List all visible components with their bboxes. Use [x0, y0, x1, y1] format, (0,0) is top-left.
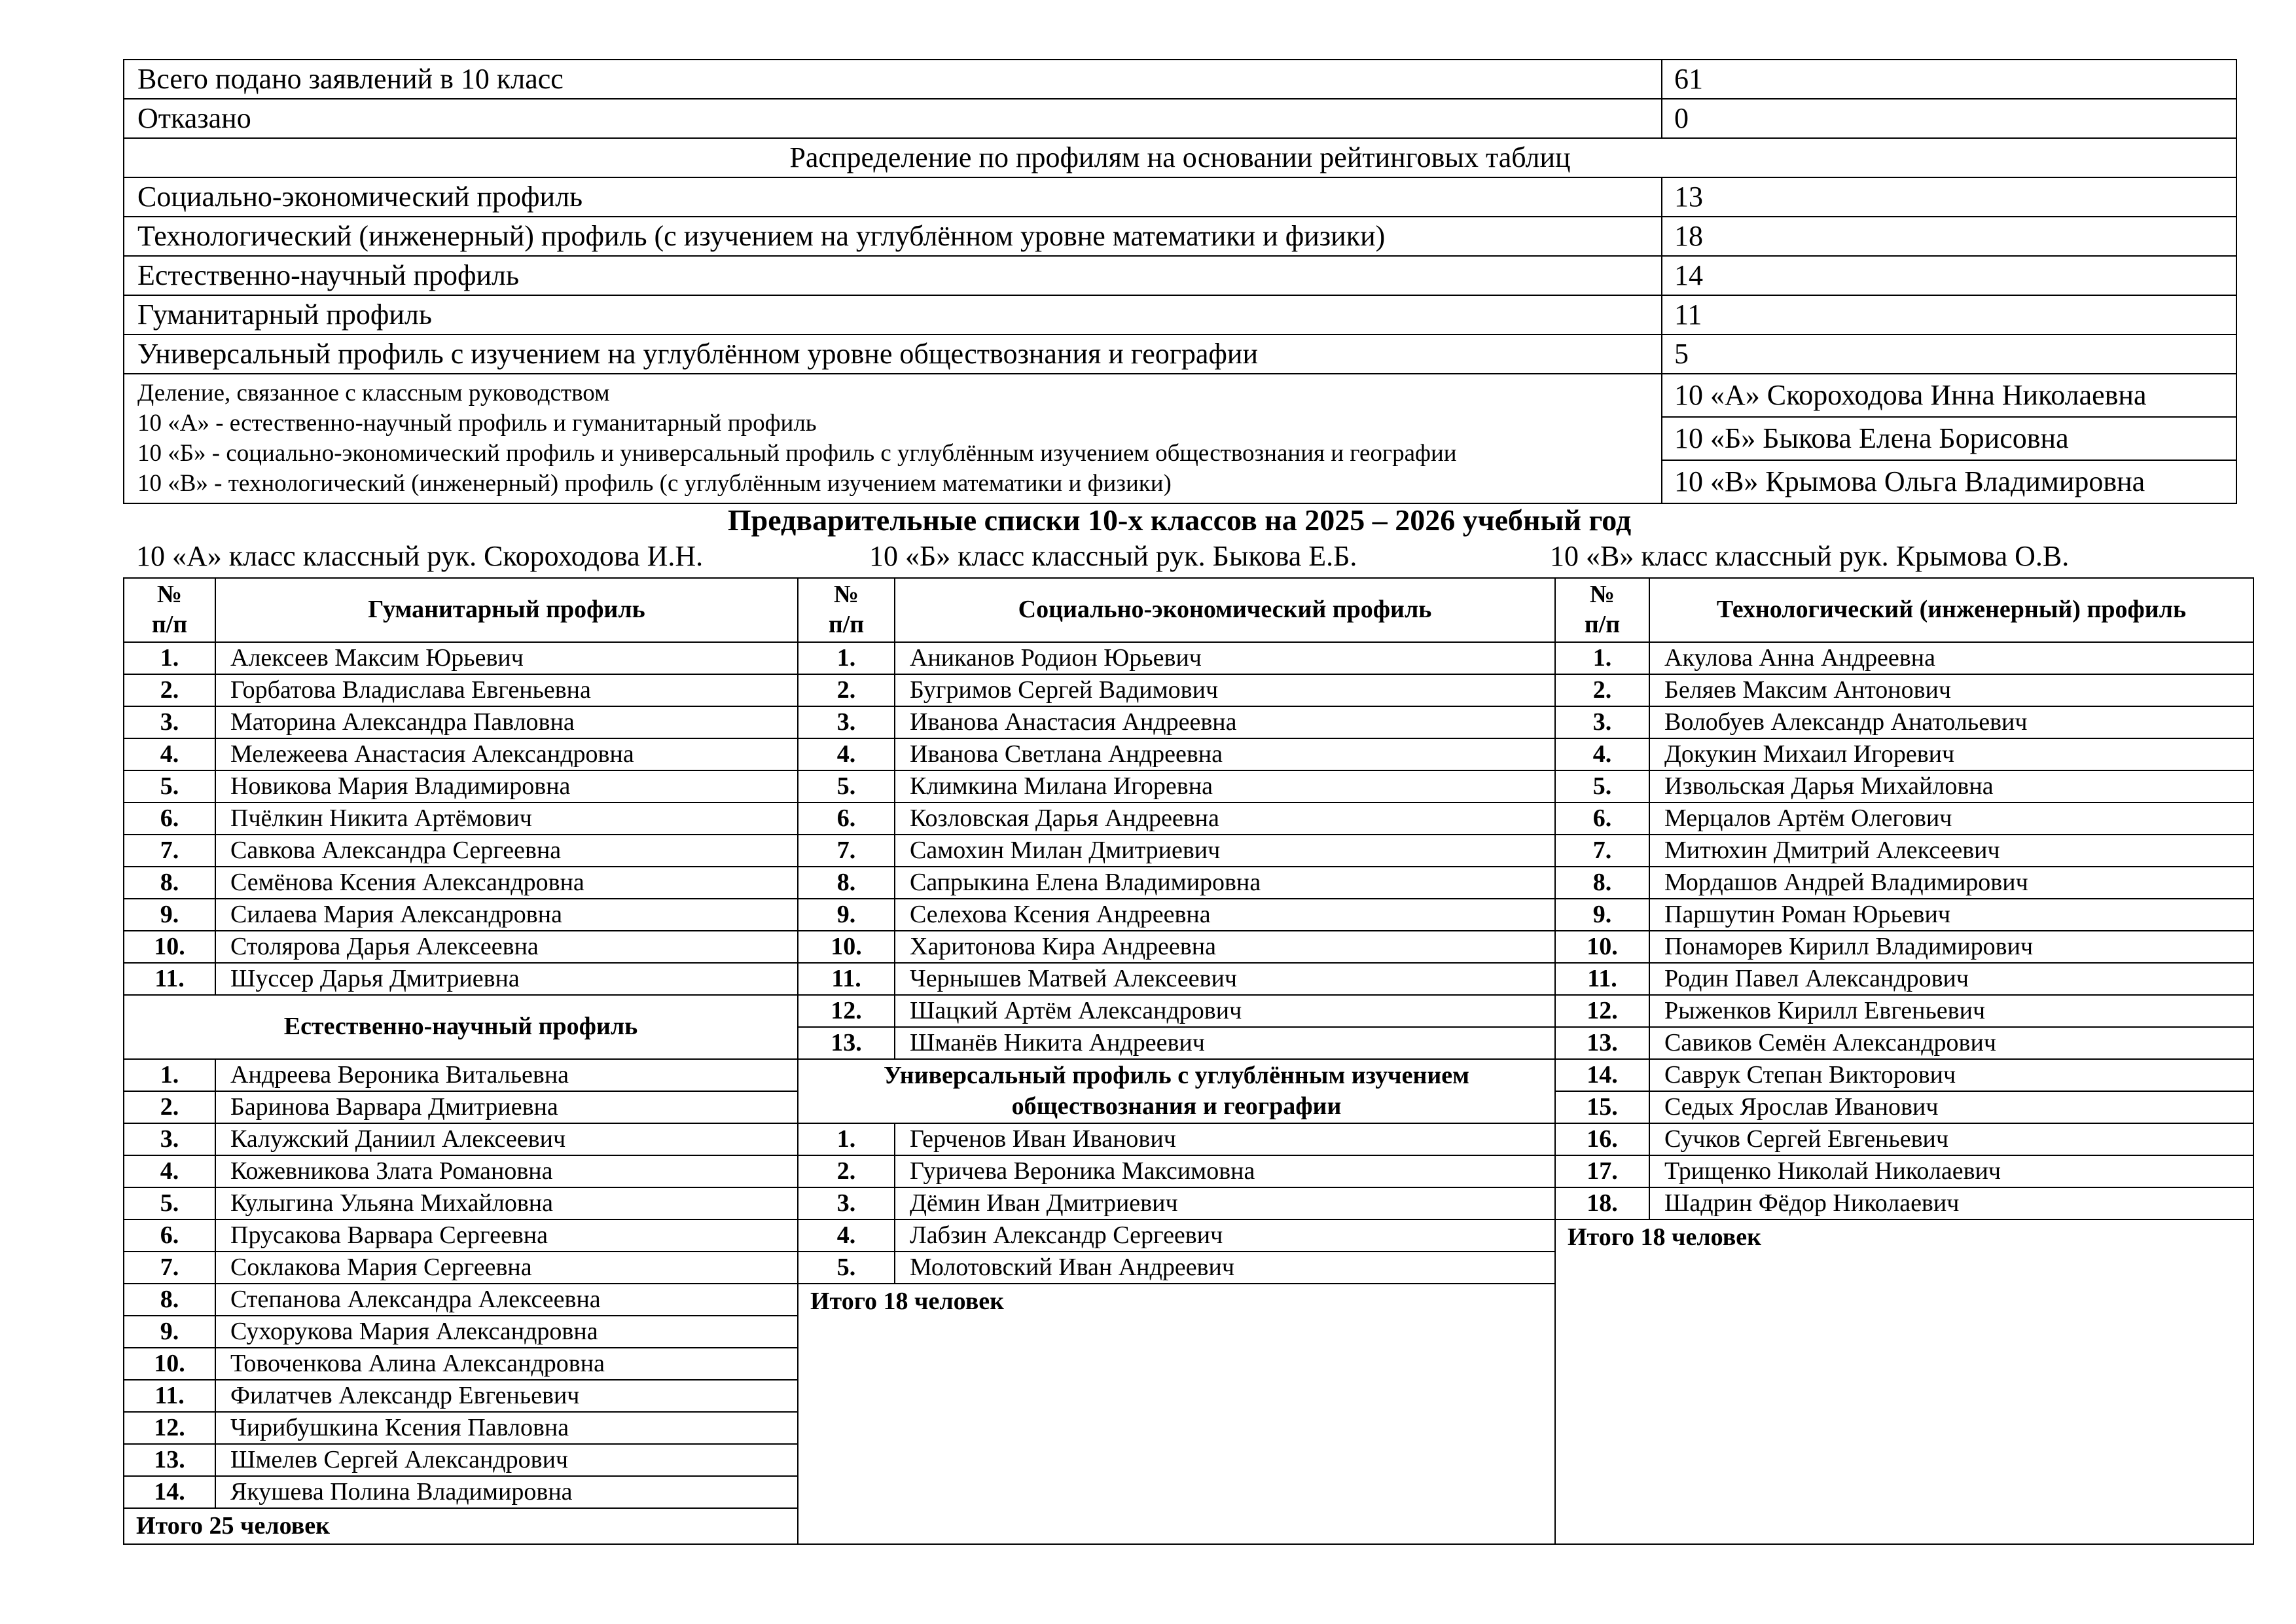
profile-label: Социально-экономический профиль: [124, 177, 1662, 217]
humanitarian-row-number: 10.: [124, 931, 215, 963]
natural-science-row-number: 14.: [124, 1476, 215, 1508]
table-row: [124, 963, 2253, 995]
socio-economic-student-name: Сапрыкина Елена Владимировна: [895, 867, 1555, 899]
technological-row-number: 6.: [1555, 803, 1649, 835]
natural-science-student-name: Якушева Полина Владимировна: [215, 1476, 798, 1508]
technological-student-name: Родин Павел Александрович: [1649, 963, 2253, 995]
table-row: [124, 1187, 2253, 1219]
natural-science-student-name: Соклакова Мария Сергеевна: [215, 1252, 798, 1284]
humanitarian-student-name: Савкова Александра Сергеевна: [215, 835, 798, 867]
table-row: [124, 706, 2253, 738]
humanitarian-row-number: 9.: [124, 899, 215, 931]
technological-row-number: 10.: [1555, 931, 1649, 963]
socio-economic-student-name: Бугримов Сергей Вадимович: [895, 674, 1555, 706]
class-teacher-b: 10 «Б» Быкова Елена Борисовна: [1662, 417, 2236, 460]
technological-profile-header: Технологический (инженерный) профиль: [1649, 578, 2253, 642]
number-column-header: № п/п: [798, 578, 895, 642]
class-lists-table: [123, 577, 2254, 1545]
humanitarian-student-name: Новикова Мария Владимировна: [215, 770, 798, 803]
technological-student-name: Сучков Сергей Евгеньевич: [1649, 1123, 2253, 1155]
technological-row-number: 13.: [1555, 1027, 1649, 1059]
humanitarian-row-number: 4.: [124, 738, 215, 770]
natural-science-student-name: Сухорукова Мария Александровна: [215, 1316, 798, 1348]
natural-science-student-name: Филатчев Александр Евгеньевич: [215, 1380, 798, 1412]
socio-economic-student-name: Шманёв Никита Андреевич: [895, 1027, 1555, 1059]
socio-economic-student-name: Козловская Дарья Андреевна: [895, 803, 1555, 835]
humanitarian-row-number: 1.: [124, 642, 215, 674]
class-a-total: Итого 25 человек: [124, 1508, 798, 1544]
universal-profile-header: [798, 1059, 1555, 1123]
technological-student-name: Митюхин Дмитрий Алексеевич: [1649, 835, 2253, 867]
division-line: 10 «А» - естественно-научный профиль и гуманитарный профиль: [137, 409, 817, 437]
table-row: [124, 867, 2253, 899]
summary-row-profile: [124, 295, 2236, 334]
humanitarian-student-name: Горбатова Владислава Евгеньевна: [215, 674, 798, 706]
humanitarian-row-number: 8.: [124, 867, 215, 899]
natural-science-row-number: 7.: [124, 1252, 215, 1284]
table-row: [124, 995, 2253, 1027]
division-line: 10 «Б» - социально-экономический профиль и универсальный профиль с углублённым изучением обществознания и географии: [137, 439, 1457, 467]
distribution-heading: Распределение по профилям на основании рейтинговых таблиц: [124, 138, 2236, 177]
technological-student-name: Шадрин Фёдор Николаевич: [1649, 1187, 2253, 1219]
humanitarian-row-number: 6.: [124, 803, 215, 835]
natural-science-row-number: 3.: [124, 1123, 215, 1155]
socio-economic-student-name: Селехова Ксения Андреевна: [895, 899, 1555, 931]
universal-student-name: Дёмин Иван Дмитриевич: [895, 1187, 1555, 1219]
natural-science-row-number: 13.: [124, 1444, 215, 1476]
socio-economic-student-name: Харитонова Кира Андреевна: [895, 931, 1555, 963]
technological-row-number: 11.: [1555, 963, 1649, 995]
profile-label: Естественно-научный профиль: [124, 256, 1662, 295]
socio-economic-row-number: 11.: [798, 963, 895, 995]
profile-label: Гуманитарный профиль: [124, 295, 1662, 334]
technological-row-number: 12.: [1555, 995, 1649, 1027]
technological-student-name: Беляев Максим Антонович: [1649, 674, 2253, 706]
humanitarian-row-number: 11.: [124, 963, 215, 995]
class-b-total: Итого 18 человек: [798, 1284, 1555, 1544]
natural-science-row-number: 8.: [124, 1284, 215, 1316]
natural-science-student-name: Кожевникова Злата Романовна: [215, 1155, 798, 1187]
technological-student-name: Понаморев Кирилл Владимирович: [1649, 931, 2253, 963]
natural-science-student-name: Прусакова Варвара Сергеевна: [215, 1219, 798, 1252]
technological-student-name: Акулова Анна Андреевна: [1649, 642, 2253, 674]
table-row: [124, 1123, 2253, 1155]
table-row: [124, 803, 2253, 835]
universal-student-name: Молотовский Иван Андреевич: [895, 1252, 1555, 1284]
table-row: [124, 642, 2253, 674]
universal-student-name: Герченов Иван Иванович: [895, 1123, 1555, 1155]
profile-count: 5: [1662, 334, 2236, 374]
lists-header-row: [124, 578, 2253, 642]
universal-student-name: Гуричева Вероника Максимовна: [895, 1155, 1555, 1187]
division-row: [124, 374, 2236, 417]
natural-science-row-number: 5.: [124, 1187, 215, 1219]
natural-science-student-name: Товоченкова Алина Александровна: [215, 1348, 798, 1380]
natural-science-row-number: 12.: [124, 1412, 215, 1444]
summary-row-profile: [124, 217, 2236, 256]
socio-economic-row-number: 1.: [798, 642, 895, 674]
table-row: [124, 1219, 2253, 1252]
class-teacher-line-b: 10 «Б» класс классный рук. Быкова Е.Б.: [869, 540, 1357, 572]
profile-label: Универсальный профиль с изучением на углублённом уровне обществознания и географии: [124, 334, 1662, 374]
universal-row-number: 5.: [798, 1252, 895, 1284]
technological-student-name: Трищенко Николай Николаевич: [1649, 1155, 2253, 1187]
table-row: [124, 1059, 2253, 1091]
applications-value: 61: [1662, 60, 2236, 99]
socio-economic-student-name: Иванова Светлана Андреевна: [895, 738, 1555, 770]
summary-row-applications: [124, 60, 2236, 99]
profile-count: 18: [1662, 217, 2236, 256]
table-row: [124, 770, 2253, 803]
division-line: Деление, связанное с классным руководством: [137, 380, 610, 406]
class-c-total: Итого 18 человек: [1555, 1219, 2253, 1544]
socio-economic-student-name: Чернышев Матвей Алексеевич: [895, 963, 1555, 995]
socio-economic-student-name: Самохин Милан Дмитриевич: [895, 835, 1555, 867]
class-teacher-line-c: 10 «В» класс классный рук. Крымова О.В.: [1550, 540, 2070, 572]
technological-row-number: 15.: [1555, 1091, 1649, 1123]
natural-science-student-name: Баринова Варвара Дмитриевна: [215, 1091, 798, 1123]
humanitarian-student-name: Шуссер Дарья Дмитриевна: [215, 963, 798, 995]
socio-economic-row-number: 13.: [798, 1027, 895, 1059]
technological-student-name: Паршутин Роман Юрьевич: [1649, 899, 2253, 931]
technological-student-name: Извольская Дарья Михайловна: [1649, 770, 2253, 803]
socio-economic-row-number: 10.: [798, 931, 895, 963]
table-row: [124, 835, 2253, 867]
technological-row-number: 3.: [1555, 706, 1649, 738]
natural-science-student-name: Калужский Даниил Алексеевич: [215, 1123, 798, 1155]
profile-count: 14: [1662, 256, 2236, 295]
socio-economic-row-number: 12.: [798, 995, 895, 1027]
technological-row-number: 9.: [1555, 899, 1649, 931]
profile-count: 13: [1662, 177, 2236, 217]
socio-economic-student-name: Шацкий Артём Александрович: [895, 995, 1555, 1027]
table-row: [124, 674, 2253, 706]
humanitarian-student-name: Маторина Александра Павловна: [215, 706, 798, 738]
socio-economic-student-name: Аниканов Родион Юрьевич: [895, 642, 1555, 674]
technological-row-number: 8.: [1555, 867, 1649, 899]
humanitarian-student-name: Силаева Мария Александровна: [215, 899, 798, 931]
natural-science-student-name: Андреева Вероника Витальевна: [215, 1059, 798, 1091]
technological-student-name: Савиков Семён Александрович: [1649, 1027, 2253, 1059]
humanitarian-row-number: 7.: [124, 835, 215, 867]
humanitarian-student-name: Столярова Дарья Алексеевна: [215, 931, 798, 963]
socio-economic-student-name: Иванова Анастасия Андреевна: [895, 706, 1555, 738]
socio-economic-student-name: Климкина Милана Игоревна: [895, 770, 1555, 803]
technological-student-name: Седых Ярослав Иванович: [1649, 1091, 2253, 1123]
natural-science-student-name: Чирибушкина Ксения Павловна: [215, 1412, 798, 1444]
socio-economic-profile-header: Социально-экономический профиль: [895, 578, 1555, 642]
technological-student-name: Докукин Михаил Игоревич: [1649, 738, 2253, 770]
technological-student-name: Рыженков Кирилл Евгеньевич: [1649, 995, 2253, 1027]
socio-economic-row-number: 2.: [798, 674, 895, 706]
table-row: [124, 1155, 2253, 1187]
applications-label: Всего подано заявлений в 10 класс: [124, 60, 1662, 99]
class-teacher-a: 10 «А» Скороходова Инна Николаевна: [1662, 374, 2236, 417]
summary-row-rejected: [124, 99, 2236, 138]
humanitarian-row-number: 2.: [124, 674, 215, 706]
universal-student-name: Лабзин Александр Сергеевич: [895, 1219, 1555, 1252]
universal-row-number: 3.: [798, 1187, 895, 1219]
humanitarian-row-number: 5.: [124, 770, 215, 803]
technological-row-number: 4.: [1555, 738, 1649, 770]
table-row: [124, 931, 2253, 963]
lists-title: Предварительные списки 10-х классов на 2025 – 2026 учебный год: [727, 503, 1632, 537]
table-row: [124, 899, 2253, 931]
profile-label: Технологический (инженерный) профиль (с изучением на углублённом уровне математики и физики): [124, 217, 1662, 256]
technological-student-name: Мерцалов Артём Олегович: [1649, 803, 2253, 835]
natural-science-row-number: 9.: [124, 1316, 215, 1348]
natural-science-profile-header: Естественно-научный профиль: [124, 995, 798, 1059]
division-line: 10 «В» - технологический (инженерный) профиль (с углублённым изучением математики и физики): [137, 469, 1172, 497]
socio-economic-row-number: 3.: [798, 706, 895, 738]
technological-student-name: Волобуев Александр Анатольевич: [1649, 706, 2253, 738]
technological-row-number: 1.: [1555, 642, 1649, 674]
universal-profile-header-line: обществознания и географии: [1011, 1092, 1342, 1120]
humanitarian-student-name: Мележеева Анастасия Александровна: [215, 738, 798, 770]
summary-row-distribution-heading: [124, 138, 2236, 177]
number-column-header: № п/п: [1555, 578, 1649, 642]
technological-student-name: Мордашов Андрей Владимирович: [1649, 867, 2253, 899]
technological-row-number: 2.: [1555, 674, 1649, 706]
rejected-label: Отказано: [124, 99, 1662, 138]
natural-science-row-number: 11.: [124, 1380, 215, 1412]
natural-science-student-name: Степанова Александра Алексеевна: [215, 1284, 798, 1316]
universal-profile-header-line: Универсальный профиль с углублённым изучением: [883, 1061, 1470, 1089]
technological-row-number: 5.: [1555, 770, 1649, 803]
technological-student-name: Саврук Степан Викторович: [1649, 1059, 2253, 1091]
table-row: [124, 738, 2253, 770]
natural-science-row-number: 10.: [124, 1348, 215, 1380]
socio-economic-row-number: 8.: [798, 867, 895, 899]
number-column-header: № п/п: [124, 578, 215, 642]
natural-science-row-number: 6.: [124, 1219, 215, 1252]
natural-science-row-number: 2.: [124, 1091, 215, 1123]
humanitarian-profile-header: Гуманитарный профиль: [215, 578, 798, 642]
humanitarian-student-name: Семёнова Ксения Александровна: [215, 867, 798, 899]
summary-row-profile: [124, 334, 2236, 374]
universal-row-number: 4.: [798, 1219, 895, 1252]
technological-row-number: 7.: [1555, 835, 1649, 867]
division-description: [124, 374, 1662, 503]
technological-row-number: 14.: [1555, 1059, 1649, 1091]
technological-row-number: 16.: [1555, 1123, 1649, 1155]
class-teacher-c: 10 «В» Крымова Ольга Владимировна: [1662, 460, 2236, 503]
socio-economic-row-number: 4.: [798, 738, 895, 770]
natural-science-student-name: Шмелев Сергей Александрович: [215, 1444, 798, 1476]
socio-economic-row-number: 6.: [798, 803, 895, 835]
socio-economic-row-number: 5.: [798, 770, 895, 803]
universal-row-number: 1.: [798, 1123, 895, 1155]
humanitarian-row-number: 3.: [124, 706, 215, 738]
socio-economic-row-number: 9.: [798, 899, 895, 931]
profile-count: 11: [1662, 295, 2236, 334]
class-teacher-line-a: 10 «А» класс классный рук. Скороходова И.Н.: [136, 540, 704, 572]
summary-row-profile: [124, 256, 2236, 295]
universal-row-number: 2.: [798, 1155, 895, 1187]
socio-economic-row-number: 7.: [798, 835, 895, 867]
summary-row-profile: [124, 177, 2236, 217]
technological-row-number: 18.: [1555, 1187, 1649, 1219]
summary-table: [123, 59, 2237, 504]
natural-science-row-number: 1.: [124, 1059, 215, 1091]
natural-science-row-number: 4.: [124, 1155, 215, 1187]
technological-row-number: 17.: [1555, 1155, 1649, 1187]
humanitarian-student-name: Пчёлкин Никита Артёмович: [215, 803, 798, 835]
natural-science-student-name: Кулыгина Ульяна Михайловна: [215, 1187, 798, 1219]
rejected-value: 0: [1662, 99, 2236, 138]
humanitarian-student-name: Алексеев Максим Юрьевич: [215, 642, 798, 674]
